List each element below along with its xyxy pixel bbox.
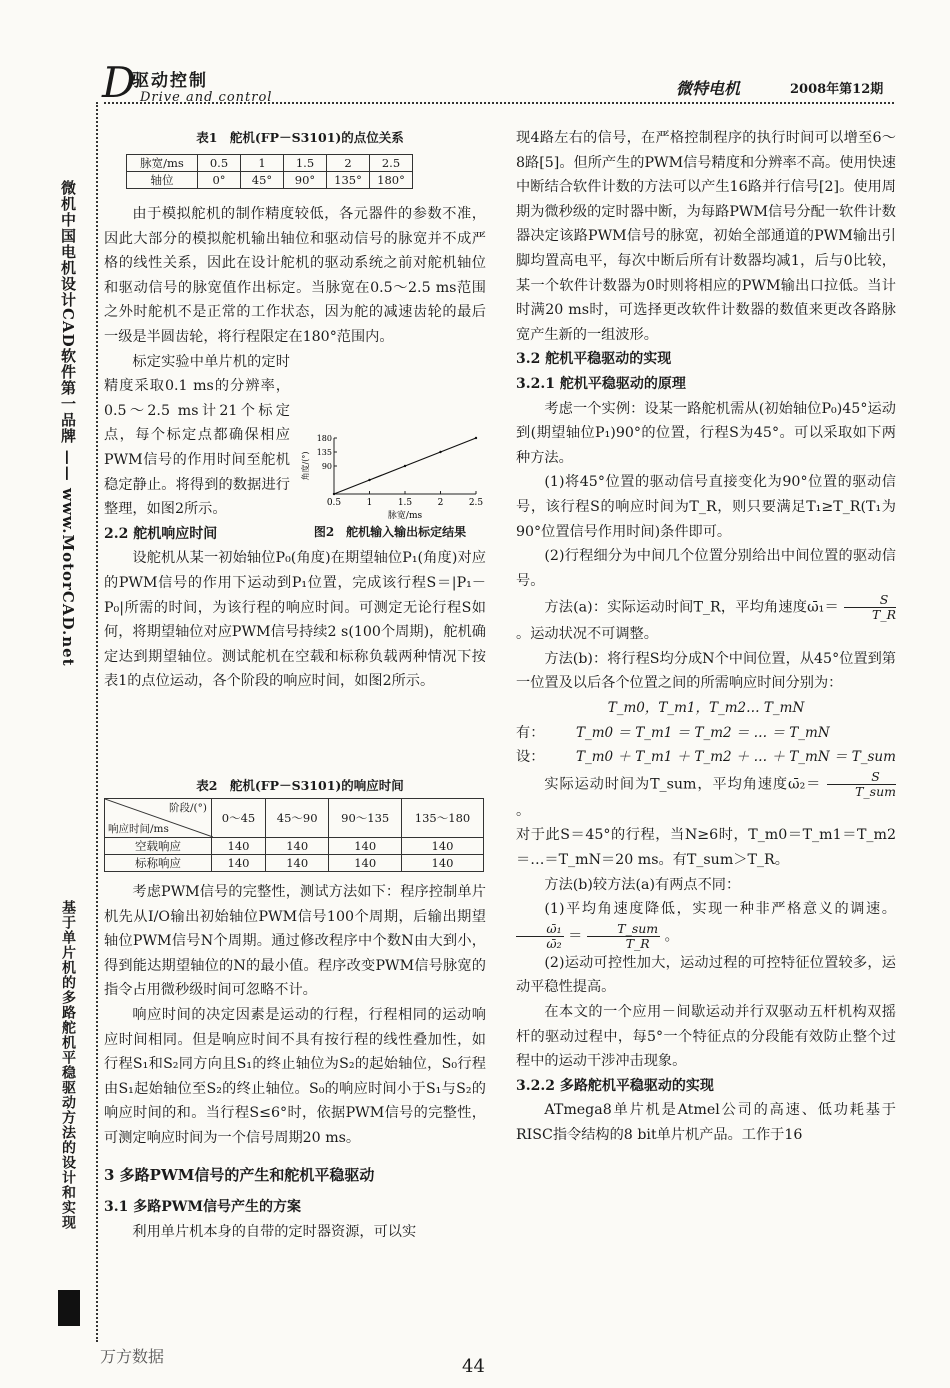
paragraph: 标定实验中单片机的定时精度采取0.1 ms的分辨率，0.5～2.5 ms计21个标定点，每个标定点都确保相应PWM信号的作用时间至舵机稳定静止。将得到的数据进行整理，如图2所示。 — [104, 353, 290, 518]
numerator: S — [844, 593, 896, 608]
table-cell: 135～180 — [402, 799, 484, 838]
x-tick-label: 0.5 — [326, 498, 342, 508]
heading-3-2-2: 3.2.2 多路舵机平稳驱动的实现 — [516, 1077, 714, 1094]
table-cell: 标称响应 — [105, 855, 212, 872]
heading-3: 3 多路PWM信号的产生和舵机平稳驱动 — [104, 1165, 375, 1184]
table-cell: 140 — [329, 855, 402, 872]
paragraph — [516, 770, 896, 824]
table-cell: 140 — [266, 855, 329, 872]
paragraph: 考虑PWM信号的完整性，测试方法如下：程序控制单片机先从I/O输出初始轴位PWM信号100个周期，后输出期望轴位PWM信号N个周期。通过修改程序中个数N由大到小，得到能达期望轴位的N的最小值。程序改变PWM信号脉宽的指令占用微秒级时间可忽略不计。 — [104, 884, 486, 999]
equation: T_m0，T_m1，T_m2… T_mN — [607, 700, 805, 717]
fraction — [827, 770, 896, 799]
table-cell: 轴位 — [127, 172, 198, 189]
table1 — [126, 154, 413, 189]
text-span: 实际运动时间为T_sum，平均角速度ω̄₂＝ — [544, 776, 822, 793]
paragraph — [516, 593, 896, 647]
paragraph: 在本文的一个应用－间歇运动并行双驱动五杆机构双摇杆的驱动过程中，每5°一个特征点的分段能有效防止整个过程中的运动干涉冲击现象。 — [516, 1004, 896, 1070]
y-tick-label: 135 — [316, 448, 332, 457]
text-span: ＝ — [568, 928, 583, 945]
right-column — [516, 126, 896, 1148]
watermark: 万方数据 — [100, 1347, 165, 1366]
table1-caption: 表1 舵机(FP－S3101)的点位关系 — [196, 130, 404, 145]
x-tick-label: 1.5 — [397, 498, 413, 508]
page-number: 44 — [462, 1356, 485, 1377]
heading-3-1: 3.1 多路PWM信号产生的方案 — [104, 1199, 301, 1216]
table-cell: 空载响应 — [105, 838, 212, 855]
text-span: 。运动状况不可调整。 — [516, 626, 658, 643]
table-cell: 140 — [266, 838, 329, 855]
fraction — [516, 922, 564, 951]
paragraph: 响应时间的决定因素是运动的行程，行程相同的运动响应时间相同。但是响应时间不具有按行程的线性叠加性，如行程S₁和S₂同方向且S₁的终止轴位为S₂的起始轴位，S₀行程由S₁起始轴位至S₂的终止轴位。S₀的响应时间小于S₁与S₂的响应时间的和。当行程S≤6°时，依据PWM信号的完整性，可测定响应时间为一个信号周期20 ms。 — [104, 1006, 486, 1146]
table-row — [105, 855, 484, 872]
figure-2 — [300, 432, 486, 522]
table-row — [105, 838, 484, 855]
issue-label: 2008年第12期 — [790, 82, 884, 97]
equation-row — [516, 721, 896, 746]
text-span: 。 — [664, 928, 679, 945]
table2-caption: 表2 舵机(FP－S3101)的响应时间 — [196, 778, 404, 793]
table-row — [127, 172, 413, 189]
paragraph: (2)行程细分为中间几个位置分别给出中间位置的驱动信号。 — [516, 548, 896, 589]
equation: T_m0 ＝ T_m1 ＝ T_m2 ＝ … ＝ T_mN — [576, 724, 830, 741]
heading-2-2: 2.2 舵机响应时间 — [104, 525, 218, 542]
table-cell: 135° — [327, 172, 370, 189]
denominator: T_sum — [855, 783, 896, 799]
table-cell: 90° — [284, 172, 327, 189]
table-cell: 140 — [212, 855, 266, 872]
paragraph: 由于模拟舵机的制作精度较低，各元器件的参数不准，因此大部分的模拟舵机输出轴位和驱动信号的脉宽并不成严格的线性关系，因此在设计舵机的驱动系统之前对舵机轴位和驱动信号的脉宽值作出标定。当脉宽在0.5～2.5 ms范围之外时舵机不是正常的工作状态，因为舵的减速齿轮的最后一级是半圆齿轮，将行程限定在180°范围内。 — [104, 206, 486, 345]
y-axis-label: 角度/(°) — [301, 451, 310, 481]
eq-label: 有： — [516, 724, 545, 741]
table-cell: 1.5 — [284, 155, 327, 172]
paragraph: 利用单片机本身的自带的定时器资源，可以实 — [132, 1223, 417, 1240]
corner-top-label: 阶段/(°) — [169, 802, 207, 814]
sidebar-block — [58, 1290, 80, 1326]
section-subtitle: Drive and control — [140, 90, 273, 105]
sidebar-article-title: 基于单片机的多路舵机平稳驱动方法的设计和实现 — [60, 900, 76, 1230]
table-cell: 90～135 — [329, 799, 402, 838]
fig2-chart — [300, 432, 486, 522]
x-tick-label: 2.5 — [468, 498, 484, 508]
journal-name: 微特电机 — [676, 79, 741, 98]
table-cell: 180° — [370, 172, 413, 189]
text-span: 方法(a)：实际运动时间T_R，平均角速度ω̄₁＝ — [544, 599, 839, 616]
numerator: T_sum — [587, 922, 660, 937]
table-cell: 45～90 — [266, 799, 329, 838]
paragraph: 方法(b)较方法(a)有两点不同： — [544, 876, 741, 893]
heading-3-2: 3.2 舵机平稳驱动的实现 — [516, 351, 672, 368]
data-point — [333, 493, 335, 495]
denominator: T_R — [625, 935, 650, 951]
x-axis-label: 脉宽/ms — [387, 511, 423, 521]
data-point — [404, 465, 406, 467]
x-tick-label: 1 — [366, 498, 373, 508]
table-cell: 2.5 — [370, 155, 413, 172]
y-tick-label: 90 — [321, 462, 332, 471]
table-row — [105, 799, 484, 838]
y-tick-label: 180 — [316, 434, 332, 443]
table-cell: 0.5 — [198, 155, 241, 172]
numerator: ω̄₁ — [516, 922, 564, 937]
table2 — [104, 798, 484, 872]
equation: T_m0 ＋ T_m1 ＋ T_m2 ＋ … ＋ T_mN ＝ T_sum — [576, 749, 896, 766]
table-cell: 2 — [327, 155, 370, 172]
denominator: ω̄₂ — [546, 935, 562, 951]
x-tick-label: 2 — [437, 498, 444, 508]
paragraph: 现4路左右的信号，在严格控制程序的执行时间可以增至6～8路[5]。但所产生的PWM信号精度和分辨率不高。使用快速中断结合软件计数的方法可以产生16路并行信号[2]。使用周期为微秒级的定时器中断，为每路PWM信号分配一软件计数器决定该路PWM信号的脉宽，初始全部通道的PWM输出引脚均置高电平，每次中断后所有计数器均减1，后与0比较，某一个软件计数器为0时则将相应的PWM输出口拉低。当计时满20 ms时，可选择更改软件计数器的数值来更改各路脉宽产生新的一组波形。 — [516, 130, 896, 343]
table-cell: 0° — [198, 172, 241, 189]
paragraph: ATmega8单片机是Atmel公司的高速、低功耗基于RISC指令结构的8 bit单片机产品。工作于16 — [516, 1102, 896, 1143]
paragraph: 方法(b)：将行程S均分成N个中间位置，从45°位置到第一位置及以后各个位置之间的所需响应时间分别为： — [516, 650, 896, 692]
left-column-bottom — [104, 880, 486, 1244]
corner-bottom-label: 响应时间/ms — [108, 823, 169, 835]
table-cell: 140 — [402, 838, 484, 855]
paragraph: 对于此S＝45°的行程，当N≥6时，T_m0＝T_m1＝T_m2＝…＝T_mN＝20 ms。有T_sum＞T_R。 — [516, 827, 896, 869]
data-point — [475, 437, 477, 439]
fraction — [844, 593, 896, 622]
table-cell: 0～45 — [212, 799, 266, 838]
paragraph: 考虑一个实例：设某一路舵机需从(初始轴位P₀)45°运动到(期望轴位P₁)90°的位置，行程S为45°。可以采取如下两种方法。 — [516, 400, 896, 466]
paragraph: 设舵机从某一初始轴位P₀(角度)在期望轴位P₁(角度)对应的PWM信号的作用下运动到P₁位置，完成该行程S＝|P₁－P₀|所需的时间，为该行程的响应时间。可测定无论行程S如何，将期望轴位对应PWM信号持续2 s(100个周期)，舵机确定达到期望轴位。测试舵机在空载和标称负载两种情况下按表1的点位运动，各个阶段的响应时间，如图2所示。 — [104, 550, 486, 690]
table2-corner — [105, 799, 212, 838]
table-cell: 140 — [402, 855, 484, 872]
paragraph: (1)将45°位置的驱动信号直接变化为90°位置的驱动信号，该行程S的响应时间为T_R，则只要满足T₁≥T_R(T₁为90°位置信号作用时间)条件即可。 — [516, 474, 896, 540]
equation-row — [516, 745, 896, 770]
table-cell: 140 — [212, 838, 266, 855]
paragraph — [516, 897, 896, 951]
sidebar-advert-text: 微机中国电机设计CAD软件第一品牌 —— www.MotorCAD.net — [59, 180, 77, 667]
table-cell: 140 — [329, 838, 402, 855]
table-cell: 脉宽/ms — [127, 155, 198, 172]
table-row — [127, 155, 413, 172]
header-rule — [104, 102, 894, 104]
numerator: S — [827, 770, 896, 785]
table-cell: 45° — [241, 172, 284, 189]
heading-3-2-1: 3.2.1 舵机平稳驱动的原理 — [516, 375, 686, 392]
paragraph: (2)运动可控性加大，运动过程的可控特征位置较多，运动平稳性提高。 — [516, 954, 896, 996]
section-title: 驱动控制 — [132, 71, 208, 91]
table-cell: 1 — [241, 155, 284, 172]
data-point — [368, 479, 370, 481]
side-rule — [96, 102, 98, 1342]
text-span: 。 — [516, 802, 531, 819]
text-span: (1)平均角速度降低，实现一种非严格意义的调速。 — [544, 901, 896, 918]
fraction — [587, 922, 660, 951]
section-logo-letter: D — [102, 58, 136, 107]
eq-label: 设： — [516, 749, 545, 766]
figure2-caption: 图2 舵机输入输出标定结果 — [313, 525, 467, 539]
data-point — [439, 451, 441, 453]
denominator: T_R — [872, 607, 896, 623]
